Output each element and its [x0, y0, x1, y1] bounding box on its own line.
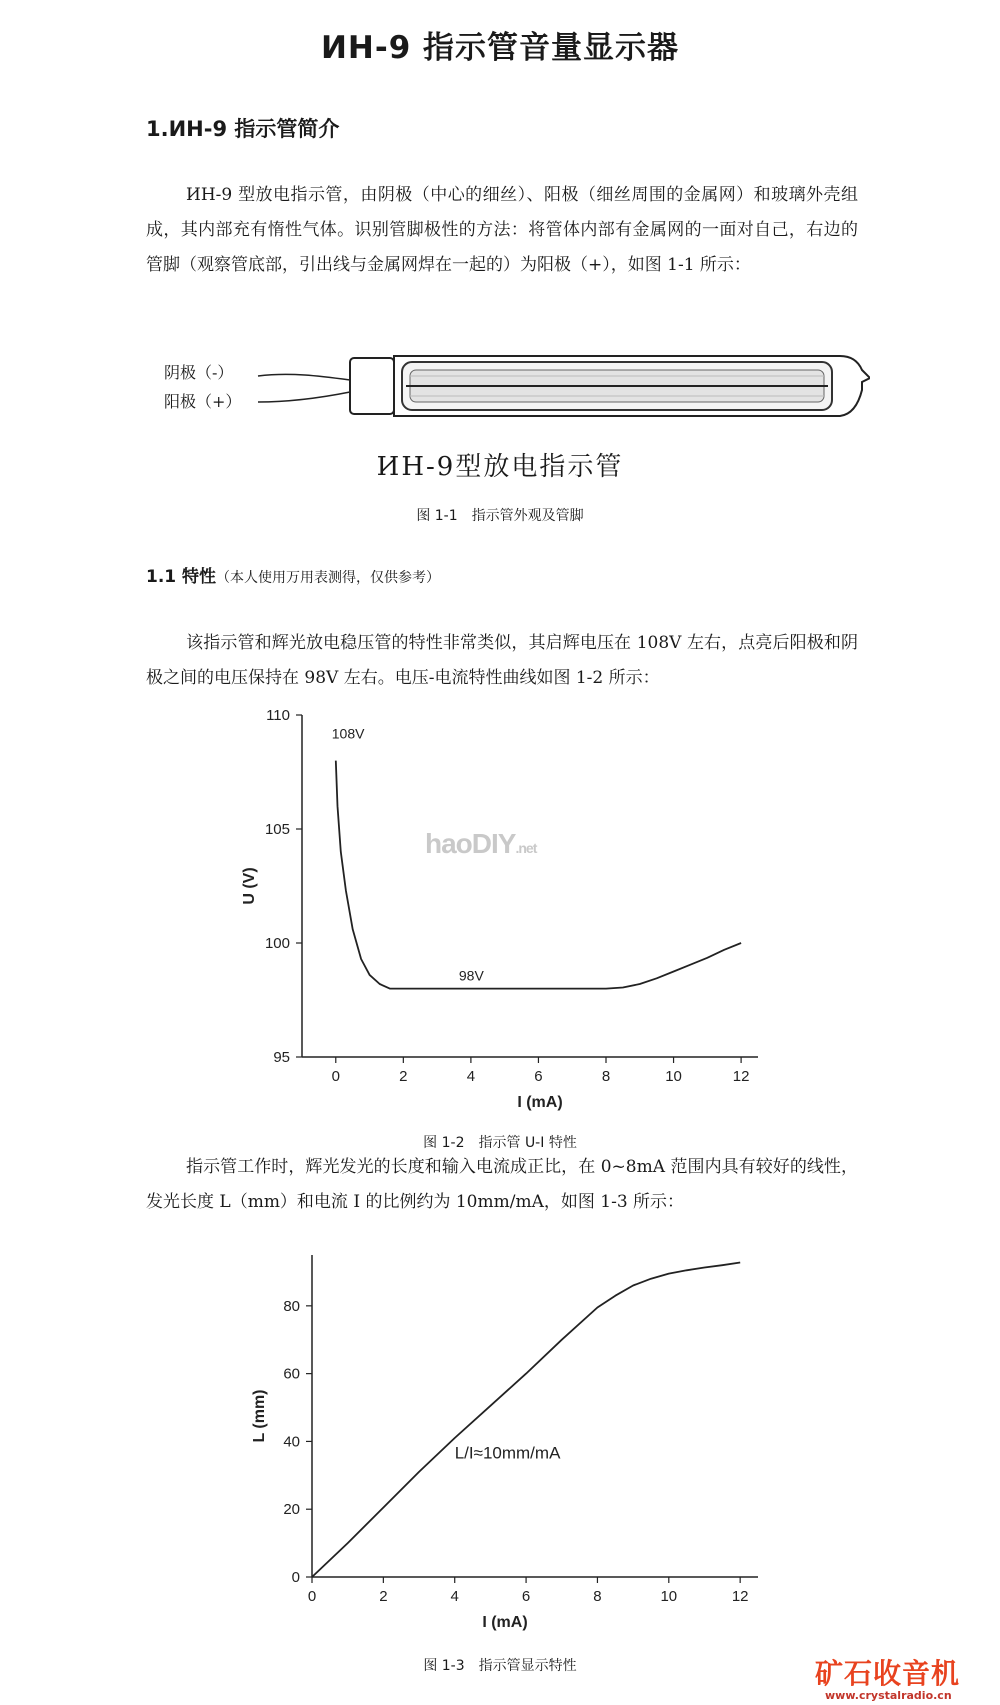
x-tick-label: 0: [307, 1588, 317, 1605]
x-tick-label: 8: [601, 1068, 611, 1085]
display-characteristic-paragraph: [146, 1150, 858, 1220]
x-tick-label: 2: [379, 1588, 388, 1605]
annotation-label: 98V: [458, 967, 484, 984]
x-tick-label: 0: [331, 1068, 340, 1085]
watermark-suffix: .net: [515, 840, 537, 856]
brand-url: www.crystalradio.cn: [825, 1689, 952, 1702]
annotation-label: L/I≈10mm/mA: [454, 1443, 561, 1463]
y-tick-label: 105: [264, 821, 290, 838]
y-tick-label: 110: [266, 707, 290, 724]
annotation-label: 108V: [331, 725, 365, 742]
ui-characteristic-chart: [230, 705, 790, 1125]
ui-characteristic-text: 该指示管和辉光放电稳压管的特性非常类似，其启辉电压在 108V 左右，点亮后阳极和阴极之间的电压保持在 98V 左右。电压-电流特性曲线如图 1-2 所示：: [146, 633, 858, 688]
y-tick-label: 20: [283, 1501, 300, 1519]
x-tick-label: 12: [731, 1588, 749, 1605]
y-tick-label: 40: [283, 1433, 300, 1451]
x-tick-label: 6: [521, 1588, 531, 1605]
y-tick-label: 60: [283, 1365, 300, 1383]
section-1-1-title: 1.1 特性: [146, 567, 217, 587]
x-tick-label: 12: [732, 1068, 750, 1085]
x-tick-label: 8: [593, 1588, 602, 1605]
brand-logo: 矿石收音机: [815, 1657, 961, 1690]
section-1-1-note: （本人使用万用表测得，仅供参考）: [216, 570, 441, 586]
watermark: [425, 828, 536, 860]
y-axis-label: L (mm): [251, 1389, 268, 1443]
series-line: [336, 761, 741, 989]
x-tick-label: 2: [399, 1068, 408, 1085]
ui-characteristic-paragraph: [146, 626, 858, 696]
anode-label: 阳极（+）: [164, 392, 242, 411]
x-tick-label: 10: [665, 1068, 682, 1085]
x-axis-label: I (mA): [482, 1614, 528, 1631]
tube-illustration: [250, 340, 870, 430]
x-axis-label: I (mA): [517, 1094, 563, 1111]
series-line: [312, 1263, 740, 1578]
figure-2-caption: 图 1-2 指示管 U-I 特性: [423, 1135, 577, 1151]
x-tick-label: 10: [660, 1588, 678, 1605]
y-axis-label: U (V): [241, 867, 258, 905]
intro-text: ИН-9 型放电指示管，由阴极（中心的细丝）、阳极（细丝周围的金属网）和玻璃外壳组成，其内部充有惰性气体。识别管脚极性的方法：将管体内部有金属网的一面对自己，右边的管脚（观察管底部，引出线与金属网焊在一起的）为阳极（+），如图 1-1 所示：: [146, 185, 858, 275]
section-heading-1: 1.ИН-9 指示管简介: [146, 117, 340, 141]
y-tick-label: 95: [273, 1049, 290, 1066]
figure-1-caption: 图 1-1 指示管外观及管脚: [416, 508, 584, 524]
document-title: ИН-9 指示管音量显示器: [320, 30, 680, 66]
cathode-label: 阴极（-）: [164, 363, 234, 382]
display-characteristic-chart: [230, 1235, 790, 1645]
tube-title: ИН-9型放电指示管: [376, 452, 624, 482]
y-tick-label: 80: [283, 1297, 300, 1315]
display-characteristic-text: 指示管工作时，辉光发光的长度和输入电流成正比，在 0~8mA 范围内具有较好的线性，发光长度 L（mm）和电流 I 的比例约为 10mm/mA，如图 1-3 所示：: [146, 1157, 858, 1212]
x-tick-label: 4: [450, 1588, 459, 1605]
x-tick-label: 4: [466, 1068, 476, 1085]
y-tick-label: 100: [264, 935, 290, 952]
y-tick-label: 0: [291, 1569, 300, 1586]
watermark-text: haoDIY: [425, 828, 516, 859]
x-tick-label: 6: [534, 1068, 543, 1085]
figure-3-caption: 图 1-3 指示管显示特性: [423, 1658, 577, 1674]
intro-paragraph: [146, 178, 858, 283]
section-heading-1-1: [146, 562, 440, 587]
